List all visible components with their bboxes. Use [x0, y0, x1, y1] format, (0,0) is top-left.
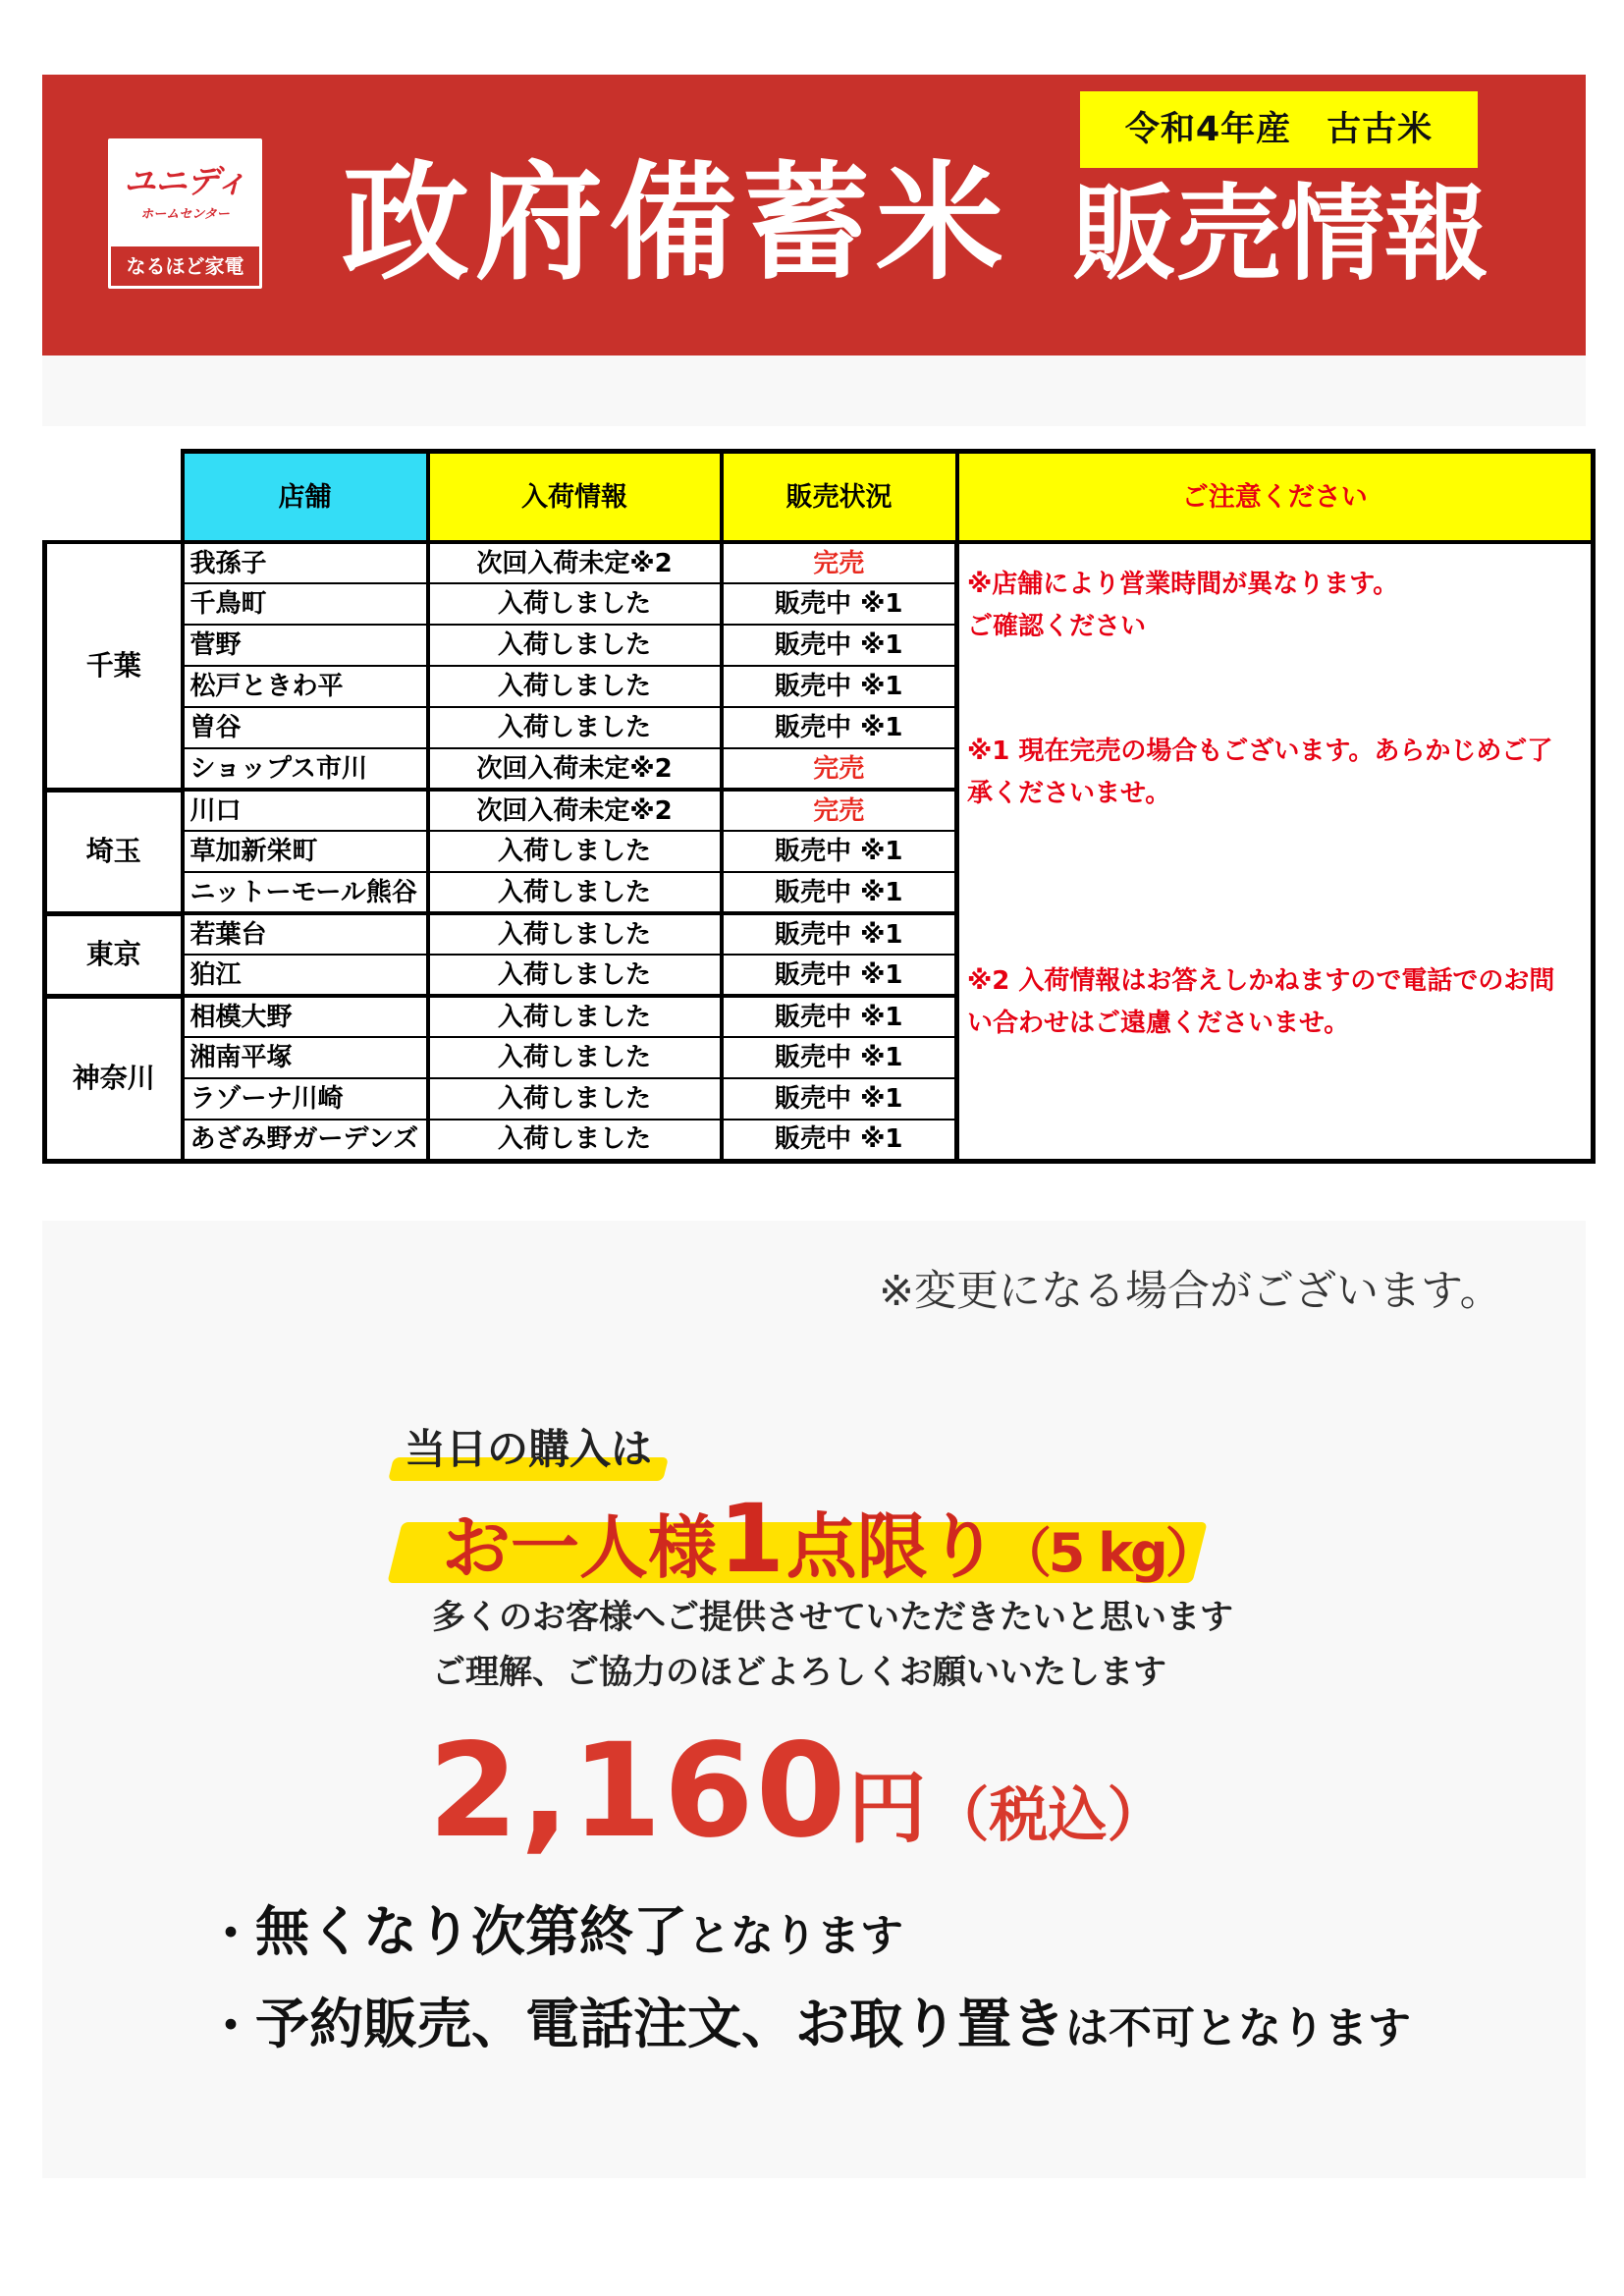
sales-status-cell: 販売中 ※1 [722, 831, 957, 872]
price-tax-note: （税込） [930, 1781, 1166, 1850]
sales-status-cell: 販売中 ※1 [722, 1120, 957, 1161]
bullet-marker: ・ [206, 1997, 255, 2054]
sales-status-cell: 販売中 ※1 [722, 707, 957, 748]
limit-prefix: お一人様 [442, 1507, 717, 1588]
store-name-cell: あざみ野ガーデンズ [183, 1120, 428, 1161]
column-header-notes: ご注意ください [957, 452, 1594, 543]
note-line: 承くださいませ。 [967, 779, 1171, 808]
store-logo [108, 138, 262, 289]
arrival-info-cell: 入荷しました [428, 831, 722, 872]
sales-status-cell: 販売中 ※1 [722, 666, 957, 707]
limit-number: 1 [719, 1484, 785, 1594]
arrival-info-cell: 次回入荷未定※2 [428, 542, 722, 583]
arrival-info-cell: 入荷しました [428, 913, 722, 955]
purchase-lead: 当日の購入は [405, 1425, 653, 1473]
note-block [967, 960, 1591, 1045]
store-table-grid [42, 449, 1596, 1164]
store-name-cell: 川口 [183, 790, 428, 831]
bullet-item [206, 1900, 904, 1963]
prefecture-header-blank [45, 452, 183, 543]
background-band [42, 355, 1586, 426]
message-line: ご理解、ご協力のほどよろしくお願いいたします [432, 1653, 1166, 1692]
arrival-info-cell: 入荷しました [428, 996, 722, 1037]
arrival-info-cell: 入荷しました [428, 666, 722, 707]
table-row [45, 542, 1594, 583]
store-name-cell: 菅野 [183, 625, 428, 666]
store-name-cell: 松戸ときわ平 [183, 666, 428, 707]
sales-status-cell: 販売中 ※1 [722, 625, 957, 666]
store-name-cell: 曽谷 [183, 707, 428, 748]
note-block [967, 731, 1591, 815]
arrival-info-cell: 入荷しました [428, 625, 722, 666]
bullet-marker: ・ [206, 1905, 255, 1962]
limit-suffix: 点限り [785, 1505, 999, 1588]
note-line: ※店舗により営業時間が異なります。 [967, 570, 1399, 599]
page-title: 政府備蓄米 [342, 148, 1010, 298]
prefecture-cell: 千葉 [45, 542, 183, 790]
bullet-text: は不可となります [1065, 2003, 1412, 2053]
logo-tagline-strip [111, 246, 259, 286]
sales-status-cell: 販売中 ※1 [722, 955, 957, 996]
sales-status-cell: 完売 [722, 790, 957, 831]
sales-status-cell: 販売中 ※1 [722, 583, 957, 625]
arrival-info-cell: 入荷しました [428, 955, 722, 996]
sales-status-cell: 販売中 ※1 [722, 1037, 957, 1078]
store-name-cell: 相模大野 [183, 996, 428, 1037]
store-table [42, 449, 1591, 1164]
sales-status-cell: 販売中 ※1 [722, 1078, 957, 1120]
table-header-row [45, 452, 1594, 543]
store-rows [45, 542, 1594, 1161]
arrival-info-cell: 入荷しました [428, 583, 722, 625]
note-line: い合わせはご遠慮くださいませ。 [967, 1009, 1350, 1038]
bullet-emphasis: 予約販売、電話注文、お取り置き [255, 1993, 1066, 2055]
change-notice: ※変更になる場合がございます。 [879, 1267, 1502, 1316]
price [428, 1716, 1166, 1867]
store-name-cell: 我孫子 [183, 542, 428, 583]
store-name-cell: 千鳥町 [183, 583, 428, 625]
sales-status-cell: 販売中 ※1 [722, 872, 957, 913]
note-line: ご確認ください [967, 612, 1147, 641]
prefecture-cell: 東京 [45, 913, 183, 996]
harvest-year-label: 令和4年産 古古米 [1124, 109, 1434, 149]
column-header-store: 店舗 [183, 452, 428, 543]
message-line: 多くのお客様へご提供させていただきたいと思います [432, 1598, 1233, 1637]
bullet-text: となります [687, 1911, 904, 1961]
store-name-cell: 湘南平塚 [183, 1037, 428, 1078]
prefecture-cell: 埼玉 [45, 790, 183, 913]
bullet-item [206, 1993, 1412, 2055]
store-name-cell: ラゾーナ川崎 [183, 1078, 428, 1120]
bullet-emphasis: 無くなり次第終了 [255, 1900, 688, 1963]
logo-subtitle: ホームセンター [140, 207, 230, 222]
logo-tagline: なるほど家電 [126, 254, 244, 278]
sales-status-cell: 販売中 ※1 [722, 913, 957, 955]
price-currency: 円 [847, 1763, 927, 1854]
sales-status-cell: 販売中 ※1 [722, 996, 957, 1037]
column-header-status: 販売状況 [722, 452, 957, 543]
arrival-info-cell: 入荷しました [428, 1037, 722, 1078]
arrival-info-cell: 入荷しました [428, 1078, 722, 1120]
arrival-info-cell: 次回入荷未定※2 [428, 790, 722, 831]
store-name-cell: 若葉台 [183, 913, 428, 955]
note-line: ※1 現在完売の場合もございます。あらかじめご了 [967, 737, 1553, 766]
prefecture-cell: 神奈川 [45, 996, 183, 1161]
store-name-cell: ニットーモール熊谷 [183, 872, 428, 913]
page-subtitle: 販売情報 [1072, 174, 1489, 295]
store-name-cell: 草加新栄町 [183, 831, 428, 872]
arrival-info-cell: 次回入荷未定※2 [428, 748, 722, 790]
price-amount: 2,160 [428, 1716, 848, 1867]
notes-cell [957, 542, 1594, 1161]
store-name-cell: ショップス市川 [183, 748, 428, 790]
table-header [45, 452, 1594, 543]
purchase-limit [442, 1484, 1216, 1594]
limit-unit: （5 kg） [998, 1522, 1216, 1584]
logo-brand-text: ユニディ [123, 162, 247, 200]
note-line: ※2 入荷情報はお答えしかねますので電話でのお問 [967, 966, 1555, 996]
arrival-info-cell: 入荷しました [428, 707, 722, 748]
arrival-info-cell: 入荷しました [428, 872, 722, 913]
arrival-info-cell: 入荷しました [428, 1120, 722, 1161]
sales-status-cell: 完売 [722, 542, 957, 583]
sales-status-cell: 完売 [722, 748, 957, 790]
title-banner [42, 75, 1586, 355]
harvest-year-tag [1080, 91, 1478, 168]
note-block [967, 564, 1591, 648]
store-name-cell: 狛江 [183, 955, 428, 996]
column-header-arrival: 入荷情報 [428, 452, 722, 543]
